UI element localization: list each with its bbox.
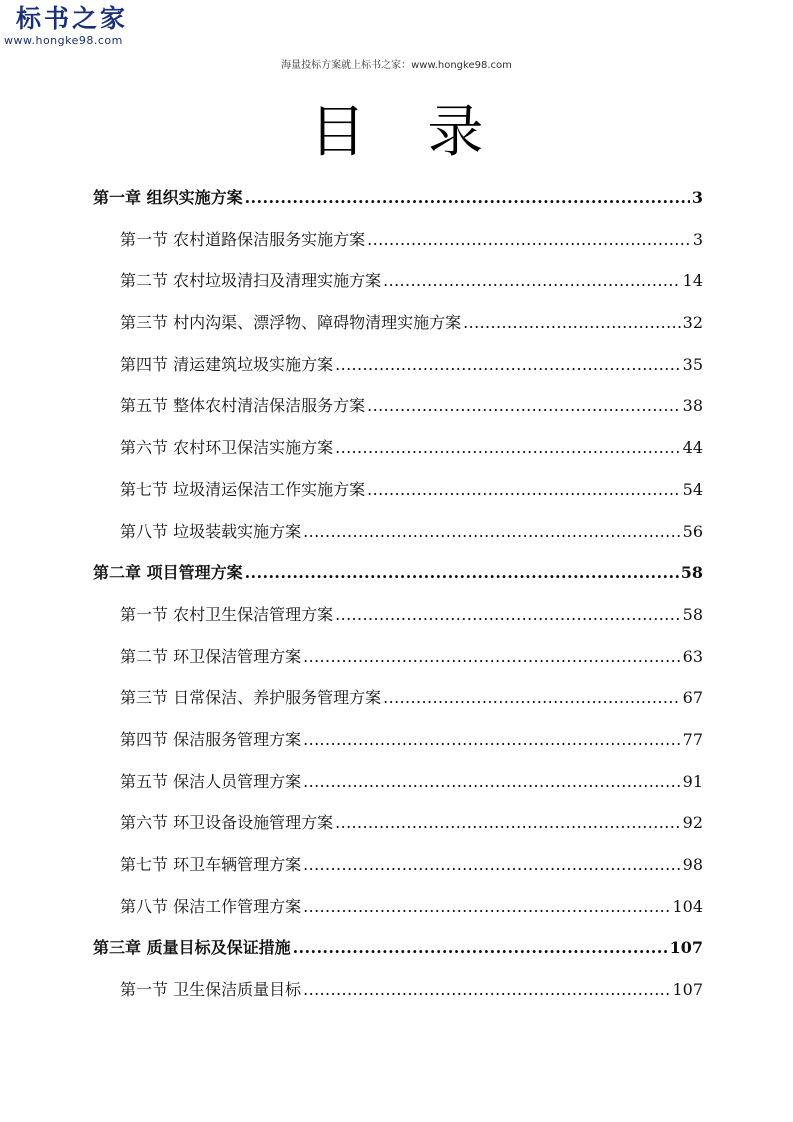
toc-page-number: 91 [682, 771, 703, 791]
toc-page-number: 38 [682, 396, 703, 416]
toc-entry-label: 第二章 项目管理方案 [93, 563, 243, 583]
toc-entry-label: 第一节 农村道路保洁服务实施方案 [120, 229, 366, 249]
toc-page-number: 44 [682, 438, 703, 458]
toc-entry-label: 第三节 村内沟渠、漂浮物、障碍物清理实施方案 [120, 313, 462, 333]
toc-entry-label: 第六节 环卫设备设施管理方案 [120, 813, 334, 833]
toc-entry-label: 第六节 农村环卫保洁实施方案 [120, 438, 334, 458]
toc-entry-label: 第五节 保洁人员管理方案 [120, 771, 302, 791]
toc-dot-leader [303, 969, 670, 1011]
toc-chapter-entry[interactable] [93, 927, 703, 969]
toc-page-number: 3 [692, 229, 703, 249]
toc-dot-leader [335, 344, 681, 386]
table-of-contents [93, 177, 703, 1011]
toc-section-entry[interactable] [93, 761, 703, 803]
toc-page-number: 3 [691, 188, 703, 207]
toc-section-entry[interactable] [93, 636, 703, 678]
toc-dot-leader [335, 594, 681, 636]
header-note: 海量投标方案就上标书之家：www.hongke98.com [281, 60, 512, 71]
site-logo [4, 4, 164, 48]
toc-section-entry[interactable] [93, 219, 703, 261]
toc-dot-leader [335, 427, 681, 469]
toc-dot-leader [245, 177, 690, 219]
toc-section-entry[interactable] [93, 969, 703, 1011]
toc-section-entry[interactable] [93, 886, 703, 928]
toc-page-number: 56 [682, 521, 703, 541]
toc-dot-leader [367, 219, 691, 261]
toc-dot-leader [303, 844, 681, 886]
toc-page-number: 107 [669, 938, 703, 958]
toc-page-number: 32 [682, 313, 703, 333]
toc-page-number: 107 [672, 980, 703, 1000]
toc-entry-label: 第四节 清运建筑垃圾实施方案 [120, 354, 334, 374]
toc-section-entry[interactable] [93, 427, 703, 469]
toc-dot-leader [335, 802, 681, 844]
logo-url: www.hongke98.com [4, 34, 123, 47]
toc-section-entry[interactable] [93, 719, 703, 761]
toc-dot-leader [293, 927, 668, 969]
toc-section-entry[interactable] [93, 802, 703, 844]
toc-page-number: 104 [672, 896, 703, 916]
toc-section-entry[interactable] [93, 594, 703, 636]
toc-dot-leader [463, 302, 681, 344]
toc-dot-leader [245, 552, 679, 594]
toc-dot-leader [303, 636, 681, 678]
toc-entry-label: 第一节 农村卫生保洁管理方案 [120, 604, 334, 624]
toc-entry-label: 第八节 垃圾装载实施方案 [120, 521, 302, 541]
toc-dot-leader [367, 469, 681, 511]
toc-page-number: 67 [682, 688, 703, 708]
toc-page-number: 58 [680, 563, 703, 583]
toc-entry-label: 第四节 保洁服务管理方案 [120, 729, 302, 749]
toc-section-entry[interactable] [93, 469, 703, 511]
toc-page-number: 92 [682, 813, 703, 833]
toc-dot-leader [367, 385, 681, 427]
toc-chapter-entry[interactable] [93, 552, 703, 594]
toc-section-entry[interactable] [93, 344, 703, 386]
toc-entry-label: 第七节 垃圾清运保洁工作实施方案 [120, 479, 366, 499]
toc-entry-label: 第一节 卫生保洁质量目标 [120, 980, 302, 1000]
toc-entry-label: 第二节 农村垃圾清扫及清理实施方案 [120, 271, 382, 291]
toc-page-number: 54 [682, 479, 703, 499]
logo-title: 标书之家 [16, 4, 129, 33]
toc-entry-label: 第二节 环卫保洁管理方案 [120, 646, 302, 666]
toc-dot-leader [383, 677, 681, 719]
toc-page-number: 14 [682, 271, 703, 291]
toc-page-number: 63 [682, 646, 703, 666]
toc-chapter-entry[interactable] [93, 177, 703, 219]
toc-section-entry[interactable] [93, 677, 703, 719]
toc-dot-leader [303, 719, 681, 761]
toc-dot-leader [303, 886, 670, 928]
toc-section-entry[interactable] [93, 260, 703, 302]
toc-section-entry[interactable] [93, 385, 703, 427]
toc-entry-label: 第三节 日常保洁、养护服务管理方案 [120, 688, 382, 708]
toc-section-entry[interactable] [93, 511, 703, 553]
toc-page-number: 35 [682, 354, 703, 374]
toc-section-entry[interactable] [93, 844, 703, 886]
toc-section-entry[interactable] [93, 302, 703, 344]
toc-dot-leader [303, 761, 681, 803]
toc-dot-leader [303, 511, 681, 553]
toc-entry-label: 第三章 质量目标及保证措施 [93, 938, 291, 958]
toc-entry-label: 第一章 组织实施方案 [93, 188, 243, 207]
toc-entry-label: 第五节 整体农村清洁保洁服务方案 [120, 396, 366, 416]
toc-page-number: 77 [682, 729, 703, 749]
toc-entry-label: 第八节 保洁工作管理方案 [120, 896, 302, 916]
toc-page-number: 98 [682, 855, 703, 874]
toc-dot-leader [383, 260, 681, 302]
toc-entry-label: 第七节 环卫车辆管理方案 [120, 855, 302, 874]
page-title: 目 录 [309, 100, 506, 165]
toc-page-number: 58 [682, 604, 703, 624]
